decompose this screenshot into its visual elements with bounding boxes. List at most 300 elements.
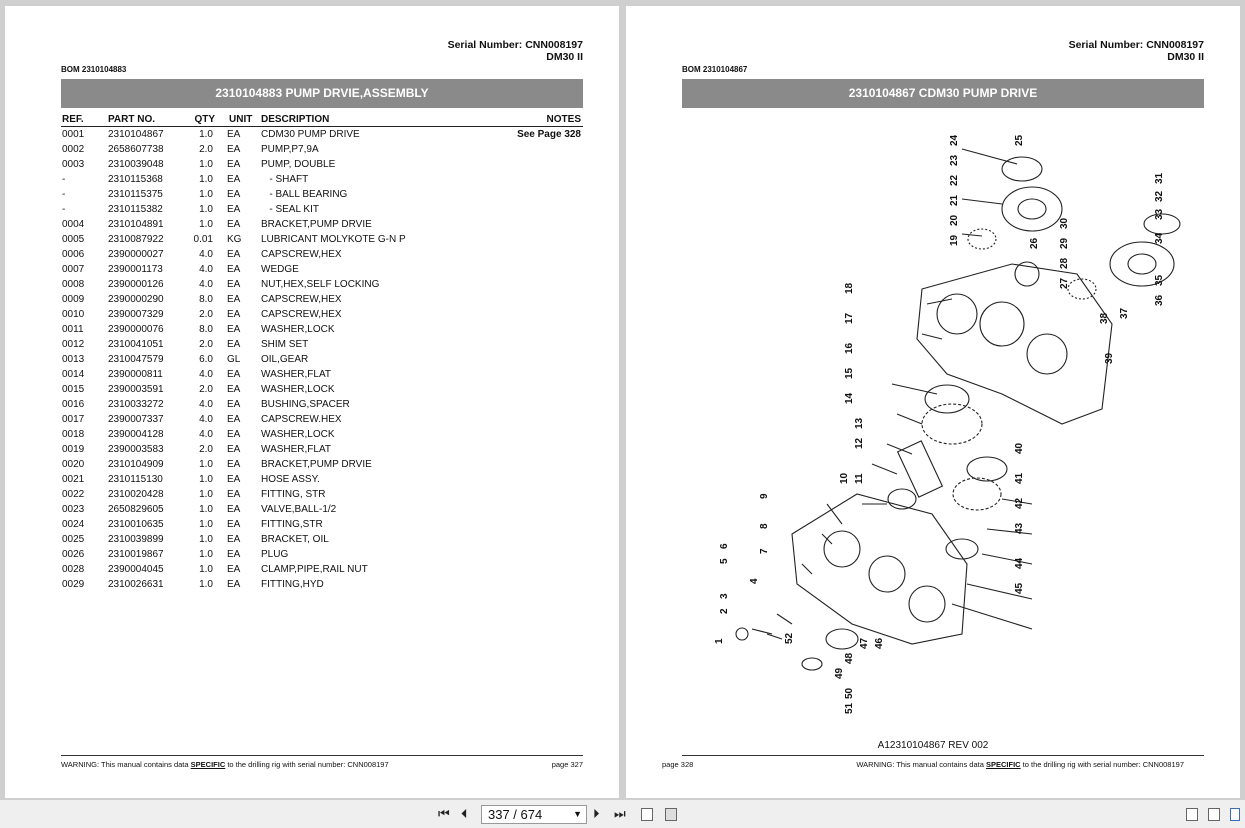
cell-ref: 0016	[62, 399, 85, 410]
header-qty: QTY	[194, 114, 215, 125]
cell-unit: EA	[227, 264, 241, 275]
cell-ref: 0024	[62, 519, 85, 530]
cell-unit: EA	[227, 324, 241, 335]
callout-label: 12	[854, 437, 865, 449]
table-row	[61, 127, 583, 142]
cell-qty: 4.0	[199, 264, 213, 275]
cell-part: 2658607738	[108, 144, 164, 155]
cell-desc: CAPSCREW,HEX	[261, 249, 342, 260]
cell-unit: EA	[227, 429, 241, 440]
cell-part: 2390000811	[108, 369, 163, 380]
rear-housing	[917, 264, 1112, 424]
housing-bore	[1015, 262, 1039, 286]
footer-warning-text: WARNING: This manual contains data	[61, 760, 191, 769]
cell-qty: 1.0	[199, 579, 213, 590]
cell-qty: 1.0	[199, 534, 213, 545]
page-number: page 327	[551, 760, 583, 769]
cell-part: 2310115368	[108, 174, 163, 185]
callout-label: 47	[859, 637, 870, 649]
cell-unit: EA	[227, 369, 241, 380]
cell-qty: 1.0	[199, 174, 213, 185]
table-row	[61, 337, 583, 352]
table-row	[61, 322, 583, 337]
callout-label: 48	[844, 652, 855, 664]
cell-desc: WASHER,FLAT	[261, 444, 332, 455]
callout-label: 10	[839, 472, 850, 484]
cell-desc: OIL,GEAR	[261, 354, 309, 365]
table-row	[61, 277, 583, 292]
callout-label: 29	[1059, 237, 1070, 249]
cell-desc: - SHAFT	[261, 174, 309, 185]
header-unit: UNIT	[229, 114, 253, 125]
right-page	[626, 6, 1240, 798]
cell-qty: 1.0	[199, 129, 213, 140]
last-page-icon[interactable]: ⏭	[614, 806, 626, 821]
cell-unit: EA	[227, 249, 241, 260]
cell-unit: EA	[227, 549, 241, 560]
header-ref: REF.	[62, 114, 84, 125]
serial-block	[1069, 39, 1204, 63]
cell-desc: FITTING, STR	[261, 489, 326, 500]
table-row	[61, 562, 583, 577]
next-page-icon[interactable]: ⏵	[593, 806, 600, 821]
page-number: page 328	[662, 760, 694, 769]
cell-desc: CAPSCREW,HEX	[261, 294, 342, 305]
cell-unit: EA	[227, 489, 241, 500]
chevron-down-icon[interactable]: ▼	[573, 809, 582, 819]
cell-ref: 0019	[62, 444, 85, 455]
cell-desc: - SEAL KIT	[261, 204, 319, 215]
cell-desc: FITTING,HYD	[261, 579, 324, 590]
viewer-toolbar	[0, 800, 1245, 828]
cell-qty: 8.0	[199, 324, 213, 335]
cell-unit: EA	[227, 459, 241, 470]
cell-unit: EA	[227, 279, 241, 290]
cell-desc: WEDGE	[261, 264, 299, 275]
page-title: 2310104883 PUMP DRVIE,ASSEMBLY	[61, 79, 583, 108]
serial-block	[448, 39, 583, 63]
cell-part: 2390004128	[108, 429, 164, 440]
table-row	[61, 307, 583, 322]
cell-part: 2310104891	[108, 219, 164, 230]
cell-desc: WASHER,FLAT	[261, 369, 332, 380]
callout-label: 38	[1099, 312, 1110, 324]
table-row	[61, 367, 583, 382]
cell-ref: 0013	[62, 354, 85, 365]
cell-unit: EA	[227, 474, 241, 485]
callout-label: 2	[719, 608, 730, 614]
cell-part: 2390000076	[108, 324, 164, 335]
table-row	[61, 487, 583, 502]
cell-desc: - BALL BEARING	[261, 189, 348, 200]
footer-divider	[682, 755, 1204, 756]
cell-ref: 0011	[62, 324, 84, 335]
callout-label: 18	[844, 282, 855, 294]
cell-part: 2390007329	[108, 309, 164, 320]
cell-desc: CAPSCREW.HEX	[261, 414, 342, 425]
callout-label: 33	[1154, 208, 1165, 220]
bearing	[925, 385, 969, 413]
cell-ref: 0003	[62, 159, 85, 170]
cell-qty: 4.0	[199, 414, 213, 425]
bom-number: BOM 2310104883	[61, 65, 127, 74]
gear	[953, 478, 1001, 510]
cell-ref: -	[62, 174, 66, 185]
cell-unit: EA	[227, 399, 241, 410]
callout-label: 50	[844, 687, 855, 699]
cell-desc: CDM30 PUMP DRIVE	[261, 129, 360, 140]
callout-label: 49	[834, 667, 845, 679]
cell-part: 2310020428	[108, 489, 164, 500]
housing-bore	[1027, 334, 1067, 374]
cell-ref: 0009	[62, 294, 85, 305]
cell-unit: EA	[227, 384, 241, 395]
cell-unit: EA	[227, 504, 241, 515]
cell-ref: 0007	[62, 264, 85, 275]
callout-label: 26	[1029, 237, 1040, 249]
cell-part: 2310087922	[108, 234, 164, 245]
cell-unit: EA	[227, 129, 241, 140]
callout-label: 42	[1014, 497, 1025, 509]
callout-label: 6	[719, 543, 730, 549]
fit-width-icon[interactable]	[665, 808, 677, 821]
cell-part: 2310010635	[108, 519, 164, 530]
cell-ref: 0020	[62, 459, 85, 470]
cell-qty: 1.0	[199, 204, 213, 215]
housing-bore	[824, 531, 860, 567]
cell-ref: 0018	[62, 429, 85, 440]
cell-part: 2390000290	[108, 294, 164, 305]
cell-ref: 0025	[62, 534, 85, 545]
cell-desc: WASHER,LOCK	[261, 324, 335, 335]
callout-label: 8	[759, 523, 770, 529]
cell-part: 2310104909	[108, 459, 164, 470]
front-housing	[792, 494, 967, 644]
header-part: PART NO.	[108, 114, 156, 125]
callout-label: 37	[1119, 307, 1130, 319]
cell-ref: 0029	[62, 579, 85, 590]
cell-desc: BRACKET,PUMP DRVIE	[261, 459, 372, 470]
cell-desc: WASHER,LOCK	[261, 429, 335, 440]
cell-ref: 0022	[62, 489, 85, 500]
large-gear	[922, 404, 982, 444]
cell-unit: EA	[227, 294, 241, 305]
callout-label: 13	[854, 417, 865, 429]
fit-page-icon[interactable]	[641, 808, 653, 821]
cell-qty: 1.0	[199, 519, 213, 530]
page-title: 2310104867 CDM30 PUMP DRIVE	[682, 79, 1204, 108]
table-row	[61, 397, 583, 412]
cell-desc: BRACKET,PUMP DRVIE	[261, 219, 372, 230]
cell-qty: 0.01	[193, 234, 213, 245]
callout-label: 25	[1014, 134, 1025, 146]
table-row	[61, 532, 583, 547]
callout-label: 17	[844, 312, 855, 324]
table-row	[61, 352, 583, 367]
callout-label: 11	[854, 473, 865, 484]
footer-warning-text: WARNING: This manual contains data	[856, 760, 986, 769]
drawing-id: A12310104867 REV 002	[877, 740, 989, 751]
cell-part: 2390001173	[108, 264, 163, 275]
cell-part: 2390000027	[108, 249, 164, 260]
cell-ref: -	[62, 189, 66, 200]
cell-unit: EA	[227, 519, 241, 530]
cell-desc: CLAMP,PIPE,RAIL NUT	[261, 564, 368, 575]
plate	[802, 658, 822, 670]
table-row	[61, 427, 583, 442]
cell-desc: HOSE ASSY.	[261, 474, 320, 485]
cell-qty: 1.0	[199, 549, 213, 560]
cell-ref: 0005	[62, 234, 85, 245]
flange-cover	[1002, 187, 1062, 231]
callout-label: 31	[1154, 172, 1165, 184]
cell-qty: 4.0	[199, 249, 213, 260]
table-row	[61, 187, 583, 202]
callout-label: 20	[949, 214, 960, 226]
table-row	[61, 157, 583, 172]
cell-unit: EA	[227, 579, 241, 590]
table-row	[61, 382, 583, 397]
cell-desc: CAPSCREW,HEX	[261, 309, 342, 320]
callout-label: 43	[1014, 522, 1025, 534]
callout-label: 22	[949, 174, 960, 186]
cell-qty: 1.0	[199, 189, 213, 200]
table-header	[61, 112, 583, 127]
table-row	[61, 202, 583, 217]
cell-unit: EA	[227, 414, 241, 425]
table-row	[61, 457, 583, 472]
cell-part: 2310041051	[108, 339, 164, 350]
callout-label: 40	[1014, 442, 1025, 454]
table-row	[61, 292, 583, 307]
o-ring	[967, 457, 1007, 481]
cell-qty: 1.0	[199, 159, 213, 170]
footer-divider	[61, 755, 583, 756]
cell-unit: EA	[227, 159, 241, 170]
cell-ref: 0004	[62, 219, 85, 230]
callout-label: 28	[1059, 257, 1070, 269]
cell-unit: EA	[227, 444, 241, 455]
cell-ref: 0006	[62, 249, 85, 260]
first-page-icon[interactable]: ⏮	[438, 806, 450, 821]
callout-label: 19	[949, 234, 960, 246]
cell-qty: 2.0	[199, 339, 213, 350]
flange-cover-bore	[1018, 199, 1046, 219]
callout-label: 44	[1014, 557, 1025, 569]
cell-unit: EA	[227, 534, 241, 545]
cell-ref: 0001	[62, 129, 85, 140]
cell-unit: GL	[227, 354, 241, 365]
cell-unit: EA	[227, 204, 241, 215]
cell-unit: EA	[227, 189, 241, 200]
table-row	[61, 442, 583, 457]
parts-table	[61, 112, 583, 592]
callout-label: 39	[1104, 352, 1115, 364]
cell-unit: EA	[227, 309, 241, 320]
small-gear	[968, 229, 996, 249]
cell-part: 2310039899	[108, 534, 164, 545]
callout-label: 3	[719, 593, 730, 599]
cell-ref: 0014	[62, 369, 85, 380]
callout-label: 30	[1059, 217, 1070, 229]
callout-label: 23	[949, 154, 960, 166]
table-row	[61, 472, 583, 487]
hose-fitting	[736, 628, 748, 640]
table-row	[61, 502, 583, 517]
callout-label: 34	[1154, 232, 1165, 244]
cell-part: 2310104867	[108, 129, 164, 140]
table-row	[61, 142, 583, 157]
footer-warning	[856, 760, 1184, 769]
table-row	[61, 262, 583, 277]
cell-part: 2390000126	[108, 279, 164, 290]
callout-label: 32	[1154, 190, 1165, 202]
callout-label: 16	[844, 342, 855, 354]
cell-desc: BUSHING,SPACER	[261, 399, 350, 410]
cell-ref: 0015	[62, 384, 85, 395]
callout-label: 24	[949, 134, 960, 146]
housing-bore	[909, 586, 945, 622]
cell-part: 2310115382	[108, 204, 163, 215]
footer-warning-serial: to the drilling rig with serial number: CNN008197	[1020, 760, 1184, 769]
cell-qty: 1.0	[199, 504, 213, 515]
cell-ref: -	[62, 204, 66, 215]
table-row	[61, 172, 583, 187]
cell-qty: 1.0	[199, 474, 213, 485]
cell-ref: 0010	[62, 309, 85, 320]
cell-part: 2310115375	[108, 189, 163, 200]
cell-desc: BRACKET, OIL	[261, 534, 329, 545]
callout-label: 5	[719, 558, 730, 564]
cell-part: 2310026631	[108, 579, 164, 590]
left-page	[5, 6, 619, 798]
bom-number: BOM 2310104867	[682, 65, 748, 74]
cell-unit: EA	[227, 219, 241, 230]
cell-part: 2650829605	[108, 504, 164, 515]
cell-qty: 1.0	[199, 459, 213, 470]
footer-warning-serial: to the drilling rig with serial number: CNN008197	[225, 760, 389, 769]
serial-number: Serial Number: CNN008197	[447, 39, 583, 51]
cell-ref: 0008	[62, 279, 85, 290]
cell-desc: FITTING,STR	[261, 519, 323, 530]
cell-qty: 2.0	[199, 444, 213, 455]
callout-label: 51	[844, 702, 855, 714]
cell-part: 2310033272	[108, 399, 164, 410]
header-notes: NOTES	[546, 114, 581, 125]
housing-bore	[980, 302, 1024, 346]
table-row	[61, 577, 583, 592]
cell-part: 2310115130	[108, 474, 163, 485]
callout-label: 9	[759, 493, 770, 499]
page-indicator: 337 / 674	[488, 807, 543, 822]
cover-plate	[826, 629, 858, 649]
callout-label: 7	[759, 548, 770, 554]
cell-qty: 4.0	[199, 369, 213, 380]
cell-desc: PUMP,P7,9A	[261, 144, 319, 155]
cell-qty: 4.0	[199, 429, 213, 440]
cell-part: 2310047579	[108, 354, 164, 365]
cell-qty: 2.0	[199, 309, 213, 320]
callout-label: 35	[1154, 274, 1165, 286]
cell-unit: EA	[227, 174, 241, 185]
callout-label: 14	[844, 392, 855, 404]
cell-unit: EA	[227, 144, 241, 155]
exploded-diagram	[682, 124, 1204, 729]
callout-label: 27	[1059, 277, 1070, 289]
cell-unit: EA	[227, 339, 241, 350]
cell-qty: 2.0	[199, 144, 213, 155]
housing-bore	[869, 556, 905, 592]
model-name: DM30 II	[1167, 51, 1204, 63]
page-selector[interactable]	[481, 805, 587, 824]
callout-label: 52	[784, 632, 795, 644]
prev-page-icon[interactable]: ⏴	[461, 806, 468, 821]
cell-ref: 0023	[62, 504, 85, 515]
cell-notes: See Page 328	[517, 129, 581, 140]
cell-qty: 1.0	[199, 489, 213, 500]
cell-desc: PUMP, DOUBLE	[261, 159, 336, 170]
cell-qty: 4.0	[199, 279, 213, 290]
table-row	[61, 217, 583, 232]
callout-label: 41	[1014, 472, 1025, 484]
cell-ref: 0012	[62, 339, 85, 350]
two-page-icon[interactable]	[1230, 808, 1240, 821]
table-row	[61, 247, 583, 262]
cell-qty: 1.0	[199, 219, 213, 230]
cell-desc: VALVE,BALL-1/2	[261, 504, 337, 515]
footer-warning-specific: SPECIFIC	[190, 760, 226, 769]
serial-number: Serial Number: CNN008197	[1068, 39, 1204, 51]
cell-ref: 0026	[62, 549, 85, 560]
cell-desc: NUT,HEX,SELF LOCKING	[261, 279, 380, 290]
housing-bore	[937, 294, 977, 334]
callout-label: 1	[714, 638, 725, 644]
cell-unit: KG	[227, 234, 242, 245]
callout-label: 45	[1014, 582, 1025, 594]
cell-qty: 6.0	[199, 354, 213, 365]
single-page-icon[interactable]	[1186, 808, 1198, 821]
model-name: DM30 II	[546, 51, 583, 63]
cell-part: 2390004045	[108, 564, 164, 575]
cell-part: 2310019867	[108, 549, 164, 560]
callout-label: 46	[874, 637, 885, 649]
cell-part: 2390003583	[108, 444, 164, 455]
cell-ref: 0028	[62, 564, 85, 575]
cell-qty: 1.0	[199, 564, 213, 575]
cell-part: 2390003591	[108, 384, 164, 395]
right-flange-bore	[1128, 254, 1156, 274]
callout-label: 21	[949, 194, 960, 206]
callout-label: 36	[1154, 294, 1165, 306]
cell-ref: 0017	[62, 414, 85, 425]
callout-label: 4	[749, 578, 760, 584]
table-row	[61, 547, 583, 562]
table-row	[61, 517, 583, 532]
cell-qty: 8.0	[199, 294, 213, 305]
continuous-page-icon[interactable]	[1208, 808, 1220, 821]
o-ring	[1002, 157, 1042, 181]
cell-ref: 0002	[62, 144, 85, 155]
header-desc: DESCRIPTION	[261, 114, 330, 125]
footer-warning-specific: SPECIFIC	[985, 760, 1021, 769]
cell-part: 2310039048	[108, 159, 164, 170]
cell-part: 2390007337	[108, 414, 164, 425]
callout-label: 15	[844, 367, 855, 379]
cell-qty: 4.0	[199, 399, 213, 410]
cell-desc: PLUG	[261, 549, 289, 560]
cell-desc: WASHER,LOCK	[261, 384, 335, 395]
cell-unit: EA	[227, 564, 241, 575]
